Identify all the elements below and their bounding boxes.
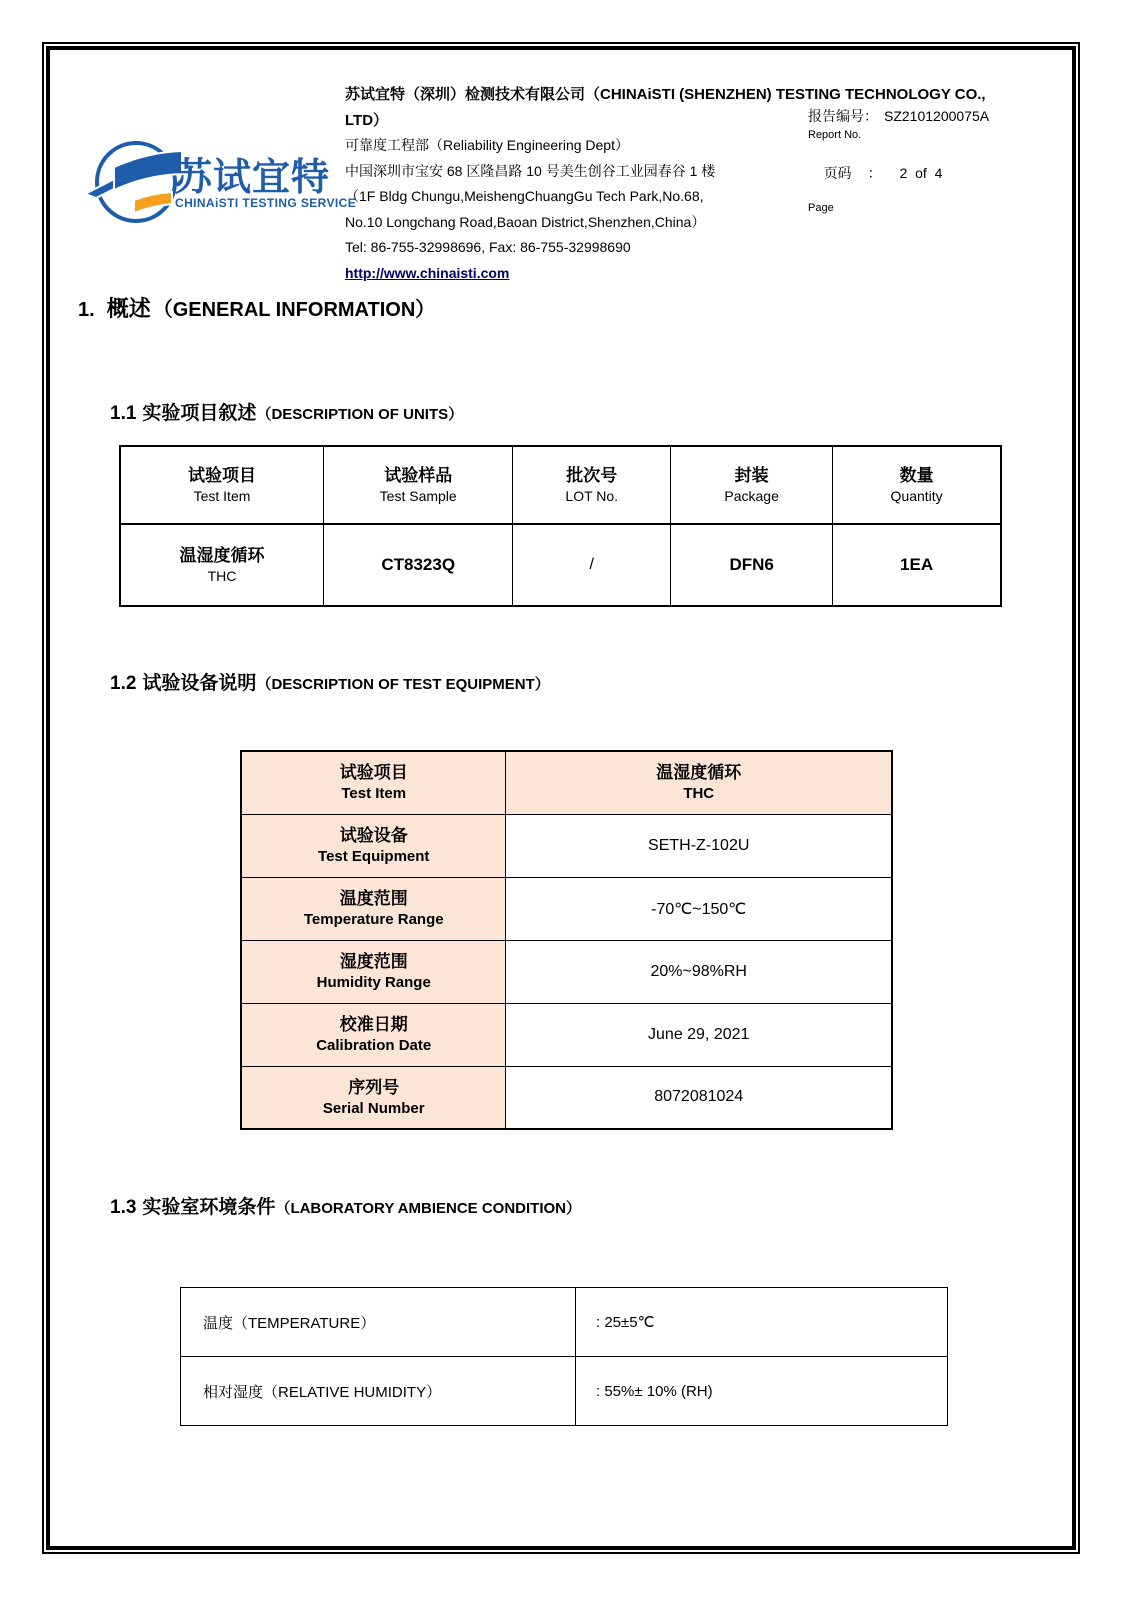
subsection-number: 1.3: [110, 1197, 137, 1218]
units-table-data-row: [120, 524, 1001, 606]
company-name-line1: 苏试宜特（深圳）检测技术有限公司（CHINAiSTI (SHENZHEN) TESTING TECHNOLOGY CO.,: [345, 86, 986, 103]
test-item-cn: 温湿度循环: [179, 545, 265, 565]
label-cn: 湿度范围: [339, 952, 408, 971]
units-header-test-sample: [324, 446, 513, 524]
label-cn: 序列号: [348, 1077, 400, 1097]
page-number: 2 of 4: [899, 165, 943, 181]
equipment-label-serial-number: [241, 1066, 506, 1129]
section-title-cn: 概述: [106, 296, 151, 321]
label-cn: 温度范围: [339, 889, 408, 908]
subsection-title-en: （DESCRIPTION OF UNITS）: [256, 406, 464, 423]
tel-fax-line: Tel: 86-755-32998696, Fax: 86-755-32998690: [345, 239, 631, 255]
label-en: Humidity Range: [316, 974, 431, 991]
header-en: LOT No.: [565, 487, 619, 504]
equipment-label-temperature-range: [241, 877, 506, 940]
section-title-general-information: [78, 292, 435, 323]
header-cn: 试验样品: [384, 465, 453, 485]
page-label-en: Page: [808, 202, 834, 214]
address-en-line1: （1F Bldg Chungu,MeishengChuangGu Tech Park,No.68,: [345, 188, 704, 204]
equipment-row-calibration-date: [241, 1003, 892, 1066]
cell-package: DFN6: [671, 524, 833, 606]
subsection-title-cn: 试验设备说明: [142, 673, 257, 694]
test-item-en: THC: [207, 567, 237, 584]
header-en: Quantity: [890, 487, 943, 504]
cell-test-item: [120, 524, 324, 606]
value-cn: 温湿度循环: [656, 763, 742, 783]
equipment-value-calibration-date: June 29, 2021: [506, 1003, 892, 1066]
subsection-title-cn: 实验项目叙述: [142, 403, 257, 424]
section-number: 1.: [78, 299, 95, 321]
subsection-title-cn: 实验室环境条件: [142, 1197, 276, 1218]
equipment-row-test-item: [241, 751, 892, 814]
label-cn: 试验项目: [339, 763, 408, 783]
label-en: Temperature Range: [303, 911, 444, 928]
header-cn: 封装: [734, 465, 769, 485]
value-en: THC: [683, 785, 715, 803]
equipment-value-test-equipment: SETH-Z-102U: [506, 814, 892, 877]
label-en: Calibration Date: [316, 1037, 432, 1054]
equipment-label-humidity-range: [241, 940, 506, 1003]
units-table-header-row: [120, 446, 1001, 524]
section-title-en: （GENERAL INFORMATION）: [152, 299, 436, 321]
label-cn: 校准日期: [339, 1015, 408, 1034]
ambience-label-temperature: 温度（TEMPERATURE）: [181, 1288, 576, 1357]
ambience-label-relative-humidity: 相对湿度（RELATIVE HUMIDITY）: [181, 1357, 576, 1426]
report-no-label-en: Report No.: [808, 129, 862, 141]
company-logo-name-en: CHINAiSTI TESTING SERVICE: [175, 196, 357, 210]
equipment-label-calibration-date: [241, 1003, 506, 1066]
units-header-test-item: [120, 446, 324, 524]
header-cn: 数量: [899, 465, 934, 485]
equipment-row-serial-number: [241, 1066, 892, 1129]
units-header-lot-no: [513, 446, 671, 524]
page-label-cn: 页码: [823, 165, 852, 181]
header-en: Test Sample: [379, 487, 457, 504]
equipment-value-serial-number: 8072081024: [506, 1066, 892, 1129]
equipment-label-test-item: [241, 751, 506, 814]
equipment-value-humidity-range: 20%~98%RH: [506, 940, 892, 1003]
ambience-row-relative-humidity: [181, 1357, 948, 1426]
label-cn: 试验设备: [339, 826, 408, 845]
header-cn: 试验项目: [188, 465, 256, 485]
equipment-value-test-item: [506, 751, 892, 814]
header-en: Package: [724, 487, 779, 504]
equipment-table: [240, 750, 893, 1130]
equipment-label-test-equipment: [241, 814, 506, 877]
department-line: 可靠度工程部（Reliability Engineering Dept）: [345, 137, 629, 153]
ambience-value-temperature: : 25±5℃: [576, 1288, 948, 1357]
units-header-quantity: [833, 446, 1001, 524]
units-header-package: [671, 446, 833, 524]
subsection-number: 1.2: [110, 673, 137, 694]
equipment-row-humidity-range: [241, 940, 892, 1003]
subsection-title-description-of-test-equipment: [110, 668, 550, 695]
ambience-table: [180, 1287, 948, 1426]
label-en: Serial Number: [322, 1099, 425, 1117]
label-en: Test Item: [341, 785, 407, 803]
subsection-title-en: （LABORATORY AMBIENCE CONDITION）: [275, 1200, 581, 1217]
report-meta: [808, 106, 1028, 214]
units-table: [119, 445, 1002, 607]
ambience-value-relative-humidity: : 55%± 10% (RH): [576, 1357, 948, 1426]
subsection-title-description-of-units: [110, 398, 463, 425]
report-no-label-cn: 报告编号：: [808, 108, 878, 124]
subsection-title-en: （DESCRIPTION OF TEST EQUIPMENT）: [256, 676, 550, 693]
cell-test-sample: CT8323Q: [324, 524, 513, 606]
equipment-value-temperature-range: -70℃~150℃: [506, 877, 892, 940]
cell-quantity: 1EA: [833, 524, 1001, 606]
header-en: Test Item: [193, 487, 251, 504]
address-cn: 中国深圳市宝安 68 区隆昌路 10 号美生创谷工业园春谷 1 楼: [345, 162, 716, 179]
company-logo-name-cn: 苏试宜特: [174, 157, 331, 199]
report-no-value: SZ2101200075A: [884, 108, 990, 124]
address-en-line2: No.10 Longchang Road,Baoan District,Shenzhen,China）: [345, 213, 706, 230]
subsection-title-laboratory-ambience-condition: [110, 1192, 581, 1219]
page-separator: ：: [867, 165, 882, 181]
cell-lot-no: /: [513, 524, 671, 606]
header-cn: 批次号: [566, 465, 618, 485]
equipment-row-temperature-range: [241, 877, 892, 940]
website-link[interactable]: http://www.chinaisti.com: [345, 264, 510, 281]
label-en: Test Equipment: [318, 848, 430, 865]
company-name-line2: LTD）: [345, 111, 389, 129]
subsection-number: 1.1: [110, 403, 137, 424]
equipment-row-test-equipment: [241, 814, 892, 877]
ambience-row-temperature: [181, 1288, 948, 1357]
